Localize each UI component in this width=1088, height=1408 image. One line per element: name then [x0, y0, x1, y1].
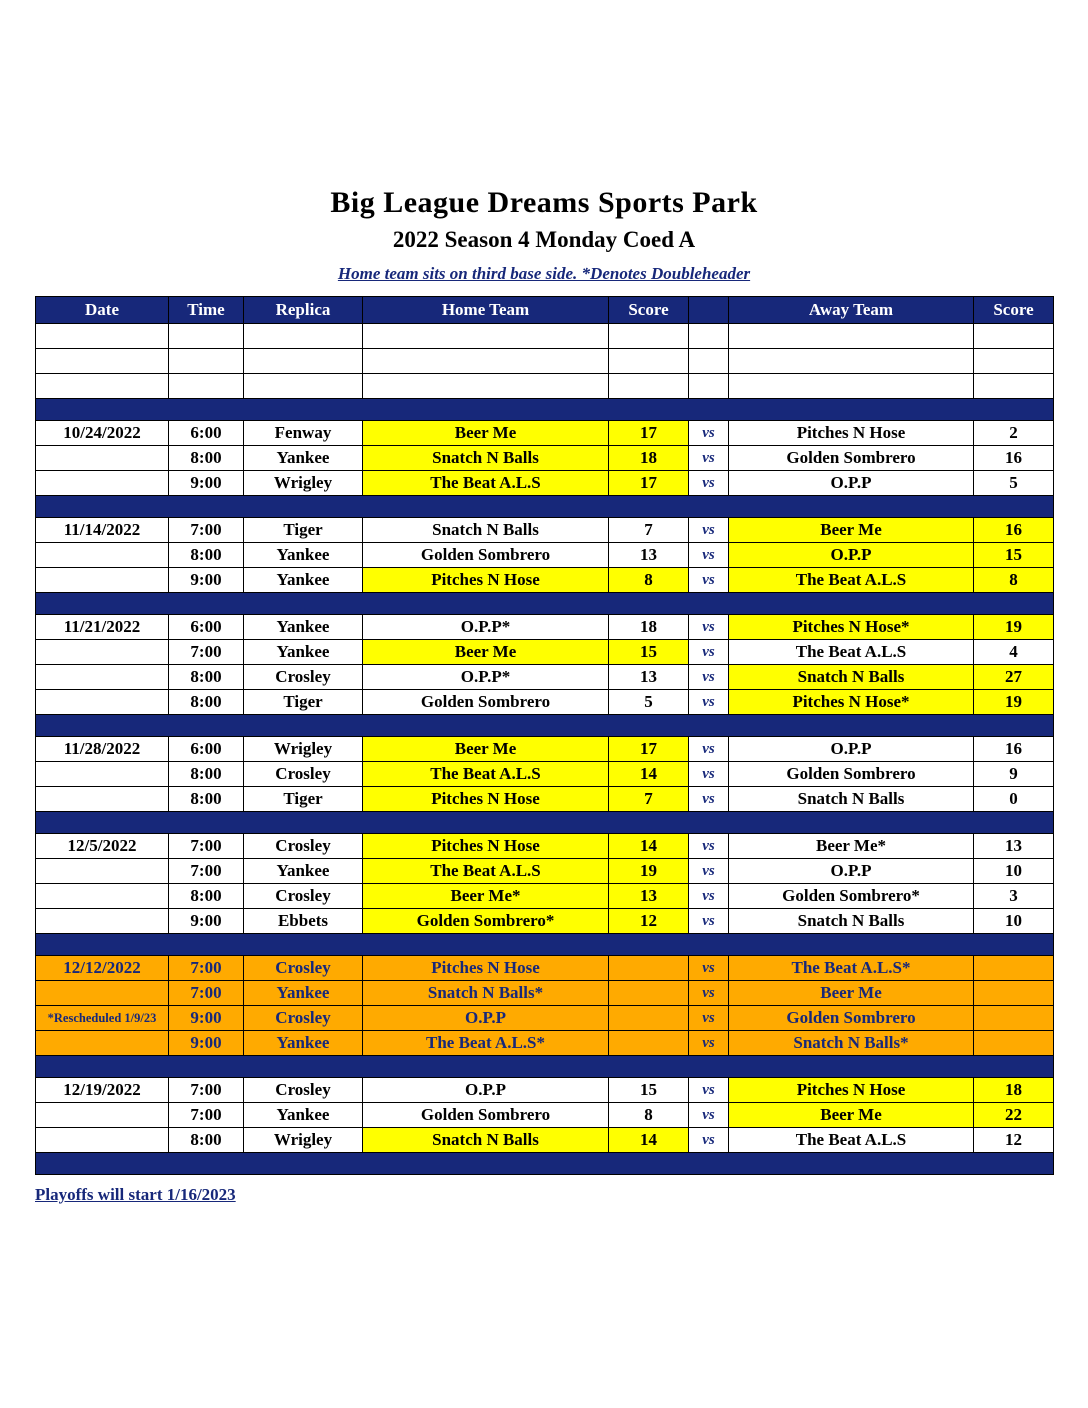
game-row [36, 909, 1054, 934]
game-row [36, 1103, 1054, 1128]
separator-row [36, 593, 1054, 615]
time-cell: 6:00 [169, 421, 244, 446]
replica-cell: Yankee [244, 859, 363, 884]
away-team-cell: Pitches N Hose* [729, 690, 974, 715]
vs-cell: vs [689, 909, 729, 934]
away-score-cell: 16 [974, 737, 1054, 762]
away-team-cell: Golden Sombrero* [729, 884, 974, 909]
game-row [36, 471, 1054, 496]
away-team-cell: The Beat A.L.S* [729, 956, 974, 981]
away-team-cell [729, 324, 974, 349]
home-team-cell: Golden Sombrero [363, 543, 609, 568]
game-row [36, 568, 1054, 593]
game-row [36, 615, 1054, 640]
vs-cell: vs [689, 981, 729, 1006]
home-team-cell: Pitches N Hose [363, 834, 609, 859]
home-team-cell: Pitches N Hose [363, 956, 609, 981]
replica-cell: Wrigley [244, 471, 363, 496]
away-team-cell: Snatch N Balls* [729, 1031, 974, 1056]
away-score-cell: 16 [974, 518, 1054, 543]
vs-cell: vs [689, 1031, 729, 1056]
time-cell: 7:00 [169, 956, 244, 981]
vs-cell: vs [689, 665, 729, 690]
home-team-cell: Golden Sombrero* [363, 909, 609, 934]
away-score-cell [974, 981, 1054, 1006]
away-team-cell: The Beat A.L.S [729, 1128, 974, 1153]
home-score-cell: 8 [609, 1103, 689, 1128]
replica-cell: Ebbets [244, 909, 363, 934]
game-row [36, 543, 1054, 568]
game-row [36, 834, 1054, 859]
schedule-table [35, 296, 1054, 1175]
date-cell [36, 909, 169, 934]
home-score-cell: 17 [609, 471, 689, 496]
separator-row [36, 812, 1054, 834]
away-score-cell: 13 [974, 834, 1054, 859]
away-score-cell [974, 374, 1054, 399]
vs-cell: vs [689, 859, 729, 884]
replica-cell: Yankee [244, 640, 363, 665]
date-cell: 11/14/2022 [36, 518, 169, 543]
home-team-cell: Snatch N Balls [363, 446, 609, 471]
home-score-cell: 8 [609, 568, 689, 593]
separator-band [36, 1153, 1054, 1175]
separator-band [36, 496, 1054, 518]
replica-cell [244, 374, 363, 399]
away-team-cell: Beer Me [729, 981, 974, 1006]
away-team-cell: O.P.P [729, 737, 974, 762]
home-team-cell: Snatch N Balls* [363, 981, 609, 1006]
date-cell [36, 1128, 169, 1153]
home-score-cell: 7 [609, 518, 689, 543]
home-score-cell: 17 [609, 421, 689, 446]
game-row [36, 665, 1054, 690]
game-row [36, 981, 1054, 1006]
home-team-cell: Golden Sombrero [363, 690, 609, 715]
replica-cell: Crosley [244, 665, 363, 690]
away-score-cell: 2 [974, 421, 1054, 446]
time-cell: 8:00 [169, 665, 244, 690]
replica-cell: Fenway [244, 421, 363, 446]
away-score-cell: 10 [974, 859, 1054, 884]
vs-cell: vs [689, 1006, 729, 1031]
away-team-cell: Pitches N Hose [729, 1078, 974, 1103]
away-team-cell: Snatch N Balls [729, 665, 974, 690]
home-score-cell [609, 956, 689, 981]
vs-cell: vs [689, 690, 729, 715]
home-team-cell: Pitches N Hose [363, 568, 609, 593]
time-cell [169, 324, 244, 349]
column-header-time: Time [169, 297, 244, 324]
time-cell: 9:00 [169, 471, 244, 496]
away-score-cell: 9 [974, 762, 1054, 787]
separator-row [36, 1153, 1054, 1175]
vs-cell: vs [689, 446, 729, 471]
separator-row [36, 934, 1054, 956]
away-team-cell [729, 374, 974, 399]
game-row [36, 956, 1054, 981]
away-score-cell [974, 324, 1054, 349]
empty-row [36, 349, 1054, 374]
home-team-cell [363, 324, 609, 349]
game-row [36, 640, 1054, 665]
home-team-cell: Golden Sombrero [363, 1103, 609, 1128]
time-cell: 9:00 [169, 568, 244, 593]
home-score-cell [609, 374, 689, 399]
replica-cell [244, 349, 363, 374]
game-row [36, 1078, 1054, 1103]
time-cell: 8:00 [169, 884, 244, 909]
date-cell: 10/24/2022 [36, 421, 169, 446]
away-team-cell: The Beat A.L.S [729, 568, 974, 593]
date-cell [36, 640, 169, 665]
column-header-vs [689, 297, 729, 324]
away-score-cell [974, 349, 1054, 374]
vs-cell [689, 324, 729, 349]
date-cell [36, 374, 169, 399]
column-header-replica: Replica [244, 297, 363, 324]
schedule-table-body [36, 324, 1054, 1175]
home-team-cell: The Beat A.L.S [363, 859, 609, 884]
date-cell [36, 762, 169, 787]
column-header-home-team: Home Team [363, 297, 609, 324]
time-cell: 8:00 [169, 1128, 244, 1153]
date-cell: *Rescheduled 1/9/23 [36, 1006, 169, 1031]
home-score-cell [609, 349, 689, 374]
date-cell [36, 446, 169, 471]
home-score-cell: 17 [609, 737, 689, 762]
replica-cell: Yankee [244, 543, 363, 568]
replica-cell: Yankee [244, 981, 363, 1006]
home-team-cell: Snatch N Balls [363, 518, 609, 543]
vs-cell: vs [689, 421, 729, 446]
home-score-cell: 13 [609, 543, 689, 568]
away-score-cell: 3 [974, 884, 1054, 909]
date-cell [36, 787, 169, 812]
away-team-cell: Beer Me [729, 518, 974, 543]
date-cell [36, 349, 169, 374]
vs-cell: vs [689, 762, 729, 787]
home-team-cell [363, 374, 609, 399]
away-score-cell: 19 [974, 615, 1054, 640]
separator-band [36, 593, 1054, 615]
vs-cell: vs [689, 471, 729, 496]
home-score-cell: 14 [609, 762, 689, 787]
game-row [36, 1031, 1054, 1056]
away-team-cell: Pitches N Hose* [729, 615, 974, 640]
away-team-cell: Beer Me* [729, 834, 974, 859]
time-cell: 8:00 [169, 543, 244, 568]
time-cell [169, 349, 244, 374]
home-team-cell: Snatch N Balls [363, 1128, 609, 1153]
vs-cell [689, 349, 729, 374]
away-score-cell: 0 [974, 787, 1054, 812]
schedule-table-head [36, 297, 1054, 324]
vs-cell: vs [689, 1128, 729, 1153]
home-team-cell: O.P.P* [363, 665, 609, 690]
date-cell [36, 1103, 169, 1128]
time-cell: 9:00 [169, 1031, 244, 1056]
home-team-cell: The Beat A.L.S* [363, 1031, 609, 1056]
date-cell: 12/12/2022 [36, 956, 169, 981]
home-score-cell [609, 981, 689, 1006]
page-subtitle: 2022 Season 4 Monday Coed A [392, 227, 696, 252]
empty-row [36, 324, 1054, 349]
time-cell: 9:00 [169, 909, 244, 934]
time-cell: 7:00 [169, 834, 244, 859]
home-score-cell: 19 [609, 859, 689, 884]
column-header-date: Date [36, 297, 169, 324]
separator-row [36, 715, 1054, 737]
separator-band [36, 812, 1054, 834]
home-team-cell: The Beat A.L.S [363, 471, 609, 496]
date-cell [36, 324, 169, 349]
column-header-away-score: Score [974, 297, 1054, 324]
time-cell: 8:00 [169, 762, 244, 787]
home-score-cell: 14 [609, 1128, 689, 1153]
vs-cell [689, 374, 729, 399]
header-note: Home team sits on third base side. *Denotes Doubleheader [337, 264, 751, 283]
away-score-cell: 22 [974, 1103, 1054, 1128]
date-cell [36, 690, 169, 715]
home-score-cell: 13 [609, 665, 689, 690]
away-score-cell: 27 [974, 665, 1054, 690]
date-cell [36, 1031, 169, 1056]
column-header-home-score: Score [609, 297, 689, 324]
away-score-cell [974, 1031, 1054, 1056]
time-cell: 7:00 [169, 518, 244, 543]
away-team-cell: Snatch N Balls [729, 909, 974, 934]
empty-row [36, 374, 1054, 399]
home-score-cell: 15 [609, 1078, 689, 1103]
replica-cell: Yankee [244, 1031, 363, 1056]
separator-band [36, 934, 1054, 956]
replica-cell: Wrigley [244, 737, 363, 762]
home-score-cell: 7 [609, 787, 689, 812]
replica-cell: Crosley [244, 762, 363, 787]
replica-cell: Yankee [244, 1103, 363, 1128]
game-row [36, 518, 1054, 543]
replica-cell [244, 324, 363, 349]
time-cell: 9:00 [169, 1006, 244, 1031]
away-team-cell: Pitches N Hose [729, 421, 974, 446]
home-team-cell: Beer Me [363, 421, 609, 446]
column-header-away-team: Away Team [729, 297, 974, 324]
vs-cell: vs [689, 1103, 729, 1128]
time-cell: 6:00 [169, 615, 244, 640]
time-cell: 7:00 [169, 1103, 244, 1128]
replica-cell: Crosley [244, 956, 363, 981]
away-team-cell: Golden Sombrero [729, 762, 974, 787]
vs-cell: vs [689, 615, 729, 640]
replica-cell: Yankee [244, 446, 363, 471]
away-team-cell: Snatch N Balls [729, 787, 974, 812]
game-row [36, 884, 1054, 909]
away-team-cell: O.P.P [729, 471, 974, 496]
date-cell [36, 665, 169, 690]
home-score-cell: 5 [609, 690, 689, 715]
replica-cell: Tiger [244, 787, 363, 812]
date-cell [36, 859, 169, 884]
away-score-cell: 18 [974, 1078, 1054, 1103]
vs-cell: vs [689, 640, 729, 665]
home-score-cell: 14 [609, 834, 689, 859]
separator-row [36, 1056, 1054, 1078]
game-row [36, 1006, 1054, 1031]
away-score-cell: 8 [974, 568, 1054, 593]
vs-cell: vs [689, 834, 729, 859]
header-row [36, 297, 1054, 324]
separator-band [36, 1056, 1054, 1078]
vs-cell: vs [689, 518, 729, 543]
vs-cell: vs [689, 543, 729, 568]
date-cell [36, 543, 169, 568]
game-row [36, 762, 1054, 787]
separator-band [36, 715, 1054, 737]
date-cell: 11/21/2022 [36, 615, 169, 640]
time-cell: 7:00 [169, 640, 244, 665]
replica-cell: Tiger [244, 518, 363, 543]
replica-cell: Crosley [244, 1006, 363, 1031]
time-cell [169, 374, 244, 399]
home-score-cell [609, 1006, 689, 1031]
date-cell: 11/28/2022 [36, 737, 169, 762]
replica-cell: Tiger [244, 690, 363, 715]
separator-row [36, 496, 1054, 518]
game-row [36, 737, 1054, 762]
game-row [36, 1128, 1054, 1153]
away-team-cell: O.P.P [729, 859, 974, 884]
date-cell: 12/5/2022 [36, 834, 169, 859]
playoffs-note: Playoffs will start 1/16/2023 [35, 1185, 236, 1204]
date-cell: 12/19/2022 [36, 1078, 169, 1103]
separator-row [36, 399, 1054, 421]
home-score-cell [609, 1031, 689, 1056]
time-cell: 6:00 [169, 737, 244, 762]
date-cell [36, 471, 169, 496]
home-team-cell: O.P.P [363, 1006, 609, 1031]
away-score-cell: 10 [974, 909, 1054, 934]
game-row [36, 421, 1054, 446]
page-title: Big League Dreams Sports Park [330, 186, 758, 219]
home-score-cell [609, 324, 689, 349]
home-team-cell [363, 349, 609, 374]
game-row [36, 859, 1054, 884]
vs-cell: vs [689, 956, 729, 981]
replica-cell: Yankee [244, 568, 363, 593]
time-cell: 8:00 [169, 690, 244, 715]
replica-cell: Wrigley [244, 1128, 363, 1153]
home-team-cell: O.P.P* [363, 615, 609, 640]
home-score-cell: 18 [609, 615, 689, 640]
vs-cell: vs [689, 787, 729, 812]
vs-cell: vs [689, 737, 729, 762]
time-cell: 7:00 [169, 859, 244, 884]
home-score-cell: 18 [609, 446, 689, 471]
away-score-cell: 12 [974, 1128, 1054, 1153]
replica-cell: Crosley [244, 884, 363, 909]
away-team-cell: Golden Sombrero [729, 1006, 974, 1031]
home-score-cell: 15 [609, 640, 689, 665]
away-score-cell: 5 [974, 471, 1054, 496]
time-cell: 7:00 [169, 981, 244, 1006]
home-team-cell: Beer Me [363, 640, 609, 665]
away-team-cell [729, 349, 974, 374]
away-score-cell: 15 [974, 543, 1054, 568]
away-team-cell: O.P.P [729, 543, 974, 568]
away-score-cell: 16 [974, 446, 1054, 471]
vs-cell: vs [689, 1078, 729, 1103]
separator-band [36, 399, 1054, 421]
game-row [36, 787, 1054, 812]
away-team-cell: Golden Sombrero [729, 446, 974, 471]
time-cell: 8:00 [169, 446, 244, 471]
home-team-cell: The Beat A.L.S [363, 762, 609, 787]
vs-cell: vs [689, 884, 729, 909]
home-team-cell: O.P.P [363, 1078, 609, 1103]
vs-cell: vs [689, 568, 729, 593]
time-cell: 7:00 [169, 1078, 244, 1103]
away-score-cell: 19 [974, 690, 1054, 715]
replica-cell: Crosley [244, 1078, 363, 1103]
home-team-cell: Pitches N Hose [363, 787, 609, 812]
away-team-cell: Beer Me [729, 1103, 974, 1128]
home-team-cell: Beer Me* [363, 884, 609, 909]
home-score-cell: 12 [609, 909, 689, 934]
date-cell [36, 981, 169, 1006]
home-team-cell: Beer Me [363, 737, 609, 762]
date-cell [36, 568, 169, 593]
game-row [36, 446, 1054, 471]
home-score-cell: 13 [609, 884, 689, 909]
away-score-cell: 4 [974, 640, 1054, 665]
date-cell [36, 884, 169, 909]
away-score-cell [974, 956, 1054, 981]
game-row [36, 690, 1054, 715]
time-cell: 8:00 [169, 787, 244, 812]
replica-cell: Yankee [244, 615, 363, 640]
replica-cell: Crosley [244, 834, 363, 859]
away-team-cell: The Beat A.L.S [729, 640, 974, 665]
away-score-cell [974, 1006, 1054, 1031]
